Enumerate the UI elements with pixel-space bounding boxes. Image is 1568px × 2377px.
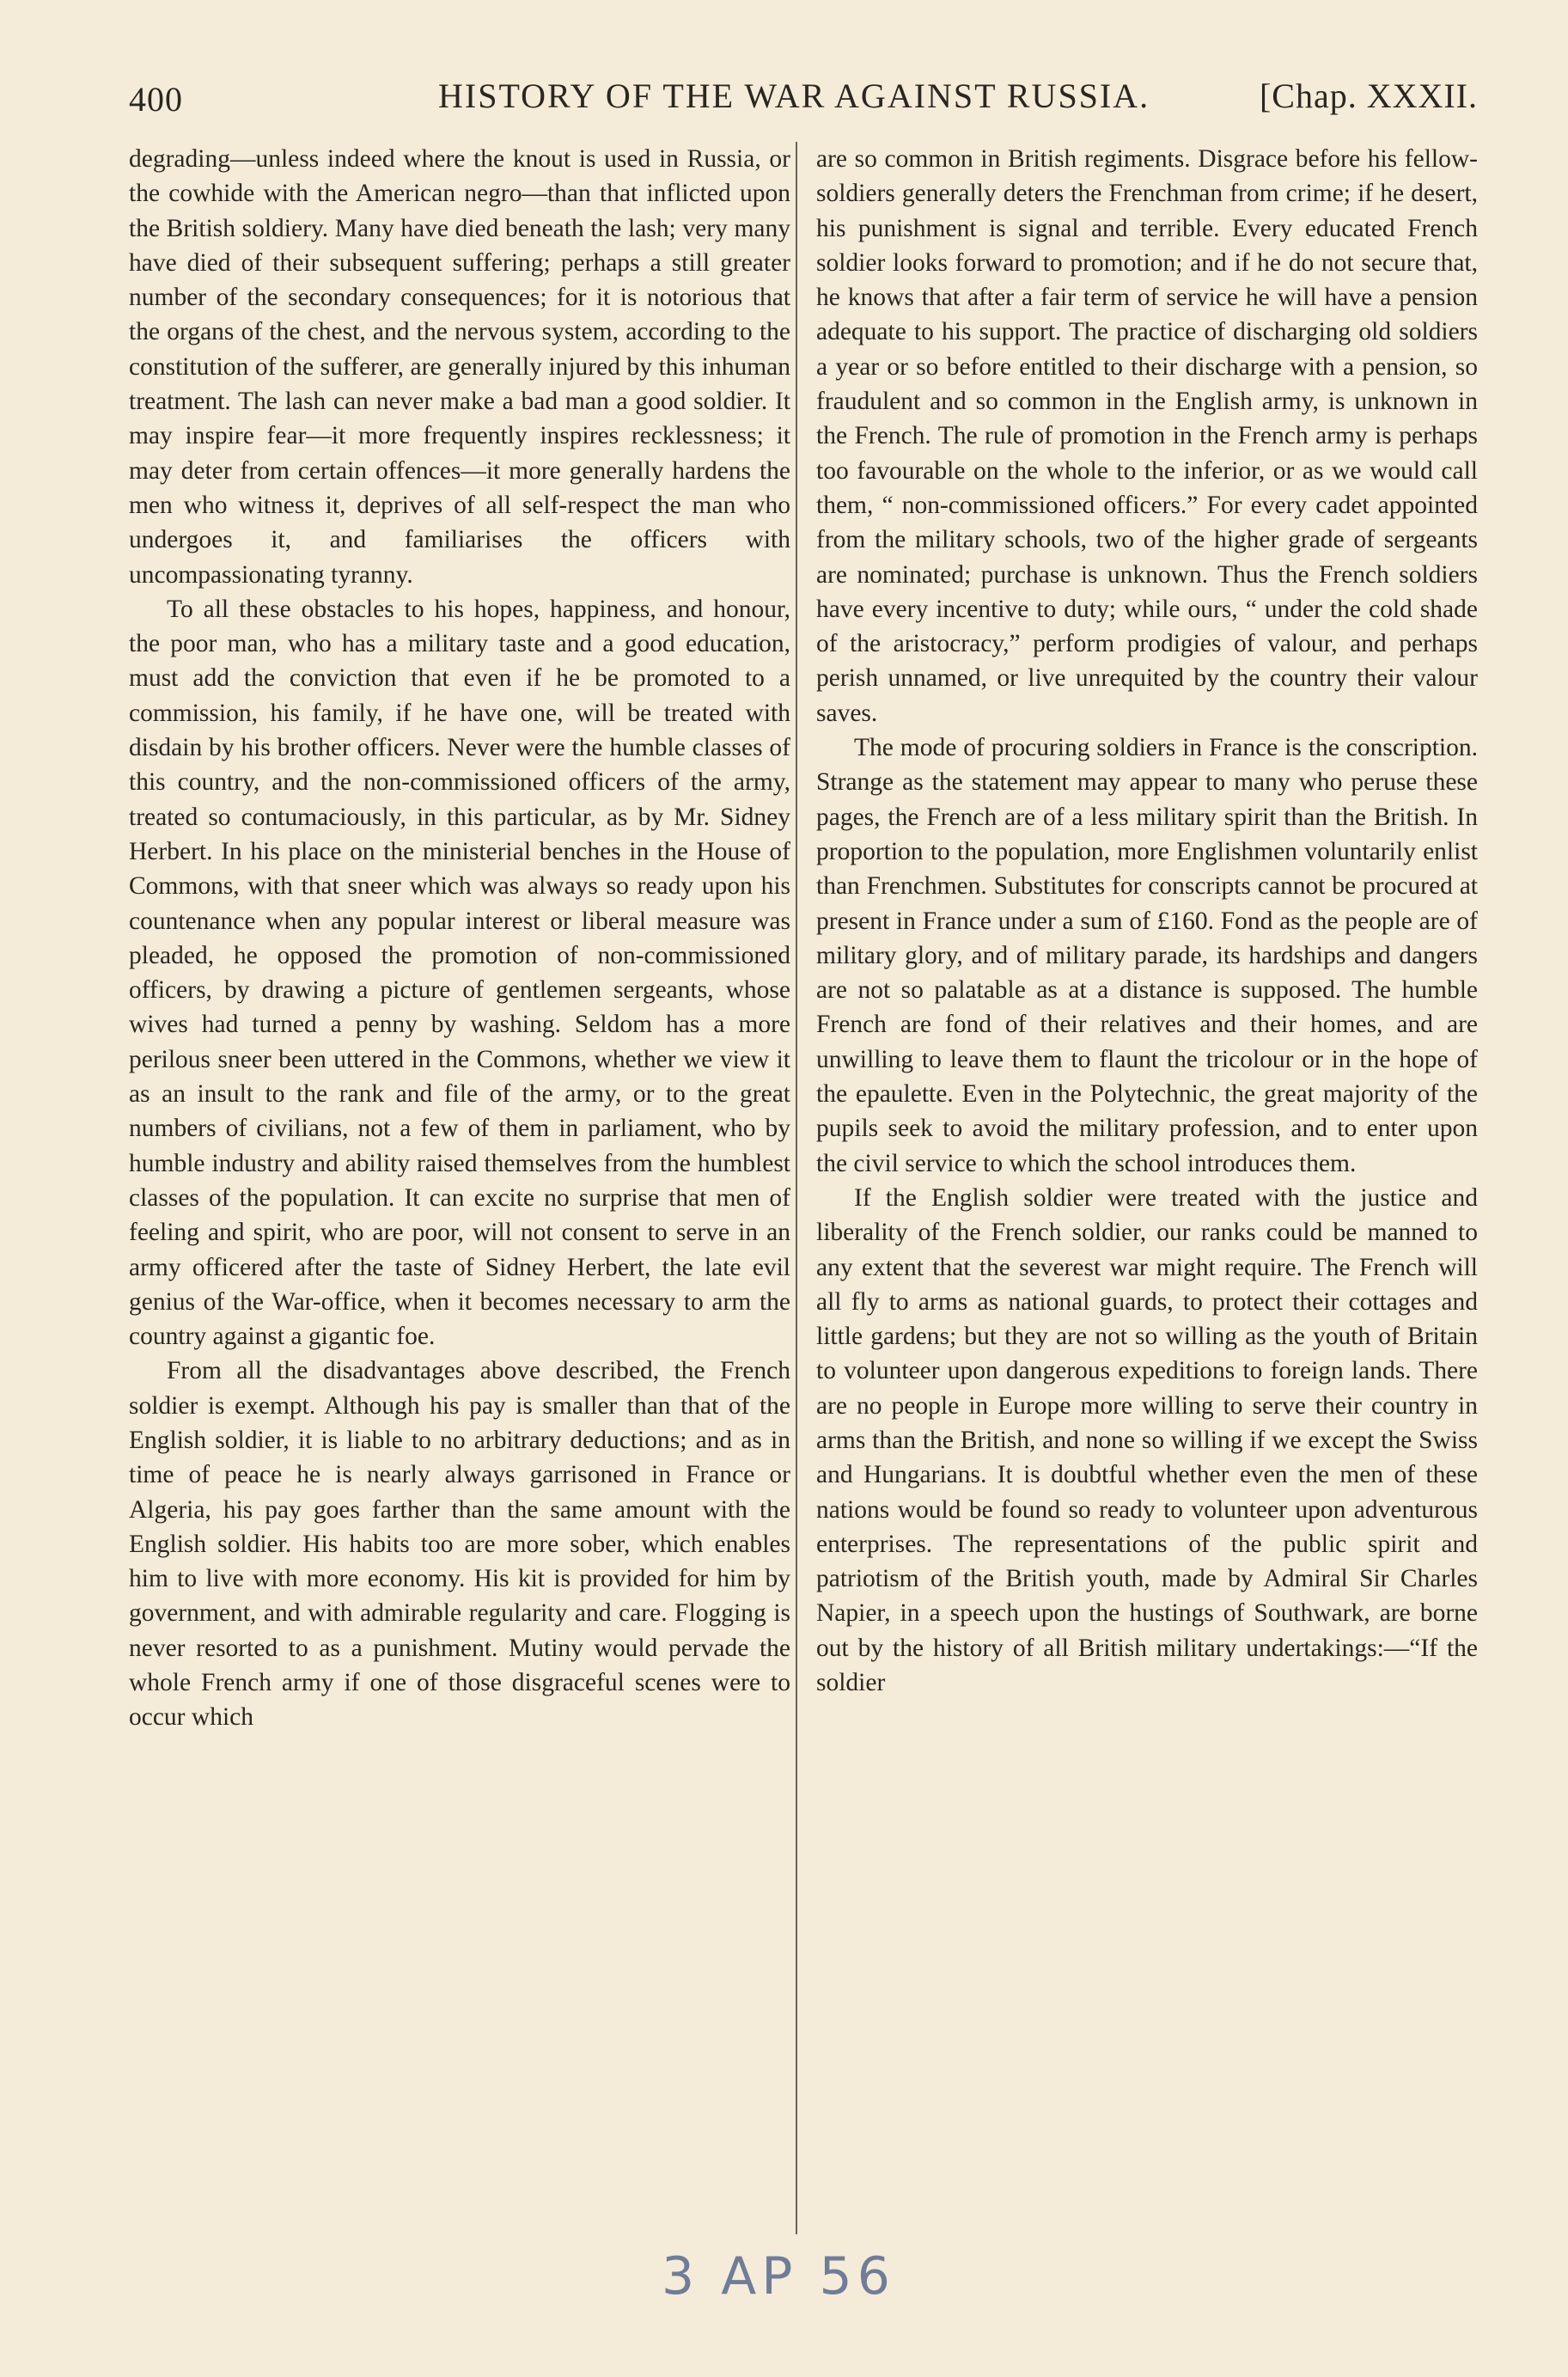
paragraph: If the English soldier were treated with the justice and liberality of the French soldier, our ranks could be manned to any extent that the severest war might require. The French will all fly to arms as national guards, to protect their cottages and little gardens; but they are not so willing as the youth of Britain to volunteer upon dangerous expeditions to foreign lands. There are no people in Europe more willing to serve their country in arms than the British, and none so willing if we except the Swiss and Hungarians. It is doubtful whether even the men of these nations would be found so ready to volunteer upon adventurous enterprises. The representations of the public spirit and patriotism of the British youth, made by Admiral Sir Charles Napier, in a speech upon the hustings of Southwark, are borne out by the history of all British military undertakings:—“If the soldier <box>816 1183 1478 1697</box>
date-stamp: 3 AP 56 <box>662 2246 895 2307</box>
paragraph: are so common in British regiments. Disgrace before his fellow-soldiers generally deters the Frenchman from crime; if he desert, his punishment is signal and terrible. Every educated French soldier looks forward to promotion; and if he do not secure that, he knows that after a fair term of service he will have a pension adequate to his support. The practice of discharging old soldiers a year or so before entitled to their discharge with a pension, so fraudulent and so common in the English army, is unknown in the French. The rule of promotion in the French army is perhaps too favourable on the whole to the inferior, or as we would call them, “ non-commissioned officers.” For every cadet appointed from the military schools, two of the higher grade of sergeants are nominated; purchase is unknown. Thus the French soldiers have every incentive to duty; while ours, “ under the cold shade of the aristocracy,” perform prodigies of valour, and perhaps perish unnamed, or live unrequited by the country their valour saves. <box>816 145 1478 727</box>
column-divider <box>796 142 797 2234</box>
paragraph: The mode of procuring soldiers in France is the conscription. Strange as the statement may appear to many who peruse these pages, the French are of a less military spirit than the British. In proportion to the population, more Englishmen voluntarily enlist than Frenchmen. Substitutes for conscripts cannot be procured at present in France under a sum of £160. Fond as the people are of military glory, and of military parade, its hardships and dangers are not so palatable as at a distance is supposed. The humble French are fond of their relatives and their homes, and are unwilling to leave them to flaunt the tricolour or in the hope of the epaulette. Even in the Polytechnic, the great majority of the pupils seek to avoid the military profession, and to enter upon the civil service to which the school introduces them. <box>816 734 1478 1177</box>
paragraph: From all the disadvantages above described, the French soldier is exempt. Although his pay is smaller than that of the English soldier, it is liable to no arbitrary deductions; and as in time of peace he is nearly always garrisoned in France or Algeria, his pay goes farther than the same amount with the English soldier. His habits too are more sober, which enables him to live with more economy. His kit is provided for him by government, and with admirable regularity and care. Flogging is never resorted to as a punishment. Mutiny would pervade the whole French army if one of those disgraceful scenes were to occur which <box>129 1357 790 1732</box>
right-column <box>816 142 1478 1700</box>
paragraph: To all these obstacles to his hopes, happiness, and honour, the poor man, who has a military taste and a good education, must add the conviction that even if he be promoted to a commission, his family, if he have one, will be treated with disdain by his brother officers. Never were the humble classes of this country, and the non-commissioned officers of the army, treated so contumaciously, in this particular, as by Mr. Sidney Herbert. In his place on the ministerial benches in the House of Commons, with that sneer which was always so ready upon his countenance when any popular interest or liberal measure was pleaded, he opposed the promotion of non-commissioned officers, by drawing a picture of gentlemen sergeants, whose wives had turned a penny by washing. Seldom has a more perilous sneer been uttered in the Commons, whether we view it as an insult to the rank and file of the army, or to the great numbers of civilians, not a few of them in parliament, who by humble industry and ability raised themselves from the humblest classes of the population. It can excite no surprise that men of feeling and spirit, who are poor, will not consent to serve in an army officered after the taste of Sidney Herbert, the late evil genius of the War-office, when it becomes necessary to arm the country against a gigantic foe. <box>129 595 790 1351</box>
page-number: 400 <box>129 80 183 119</box>
left-column <box>129 142 790 1735</box>
paragraph: degrading—unless indeed where the knout is used in Russia, or the cowhide with the American negro—than that inflicted upon the British soldiery. Many have died beneath the lash; very many have died of their subsequent suffering; perhaps a still greater number of the secondary consequences; for it is notorious that the organs of the chest, and the nervous system, according to the constitution of the sufferer, are generally injured by this inhuman treatment. The lash can never make a bad man a good soldier. It may inspire fear—it more frequently inspires recklessness; it may deter from certain offences—it more generally hardens the men who witness it, deprives of all self-respect the man who undergoes it, and familiarises the officers with uncompassionating tyranny. <box>129 145 790 589</box>
running-header <box>129 69 1478 120</box>
running-title: HISTORY OF THE WAR AGAINST RUSSIA. <box>438 76 1150 115</box>
chapter-label: [Chap. XXXII. <box>1259 76 1478 115</box>
